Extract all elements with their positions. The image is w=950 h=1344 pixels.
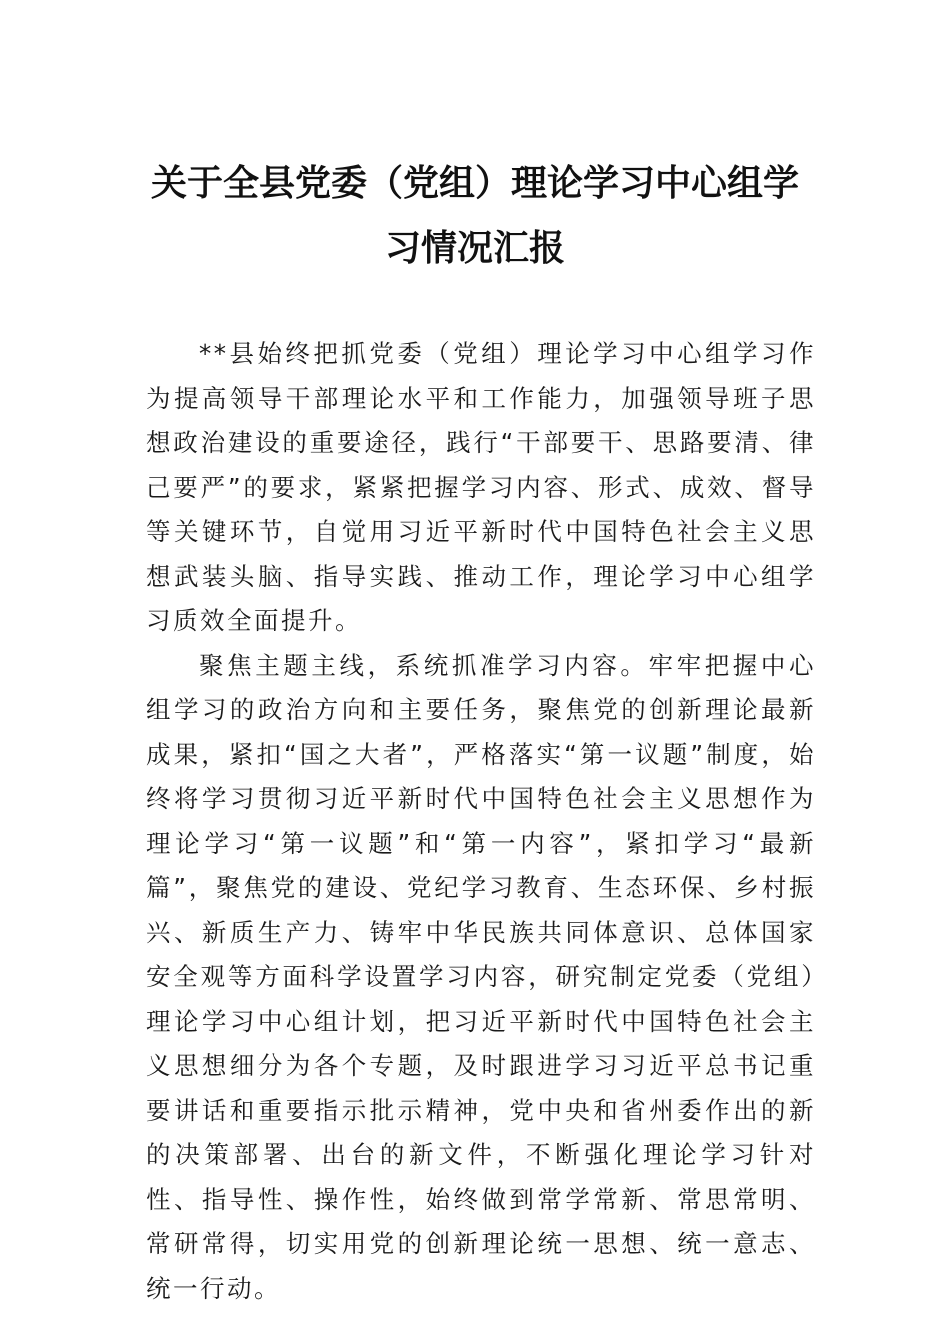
document-title-line-2: 习情况汇报 [384, 227, 565, 269]
document-title-line-1: 关于全县党委（党组）理论学习中心组学 [150, 162, 799, 204]
document-body [146, 332, 816, 1311]
body-paragraph-1: **县始终把抓党委（党组）理论学习中心组学习作为提高领导干部理论水平和工作能力，加强领导班子思想政治建设的重要途径，践行“干部要干、思路要清、律己要严”的要求，紧紧把握学习内容、形式、成效、督导等关键环节，自觉用习近平新时代中国特色社会主义思想武装头脑、指导实践、推动工作，理论学习中心组学习质效全面提升。 [146, 339, 816, 635]
body-paragraph-2: 聚焦主题主线，系统抓准学习内容。牢牢把握中心组学习的政治方向和主要任务，聚焦党的创新理论最新成果，紧扣“国之大者”，严格落实“第一议题”制度，始终将学习贯彻习近平新时代中国特色社会主义思想作为理论学习“第一议题”和“第一内容”，紧扣学习“最新篇”，聚焦党的建设、党纪学习教育、生态环保、乡村振兴、新质生产力、铸牢中华民族共同体意识、总体国家安全观等方面科学设置学习内容，研究制定党委（党组）理论学习中心组计划，把习近平新时代中国特色社会主义思想细分为各个专题，及时跟进学习习近平总书记重要讲话和重要指示批示精神，党中央和省州委作出的新的决策部署、出台的新文件，不断强化理论学习针对性、指导性、操作性，始终做到常学常新、常思常明、常研常得，切实用党的创新理论统一思想、统一意志、统一行动。 [146, 650, 816, 1303]
